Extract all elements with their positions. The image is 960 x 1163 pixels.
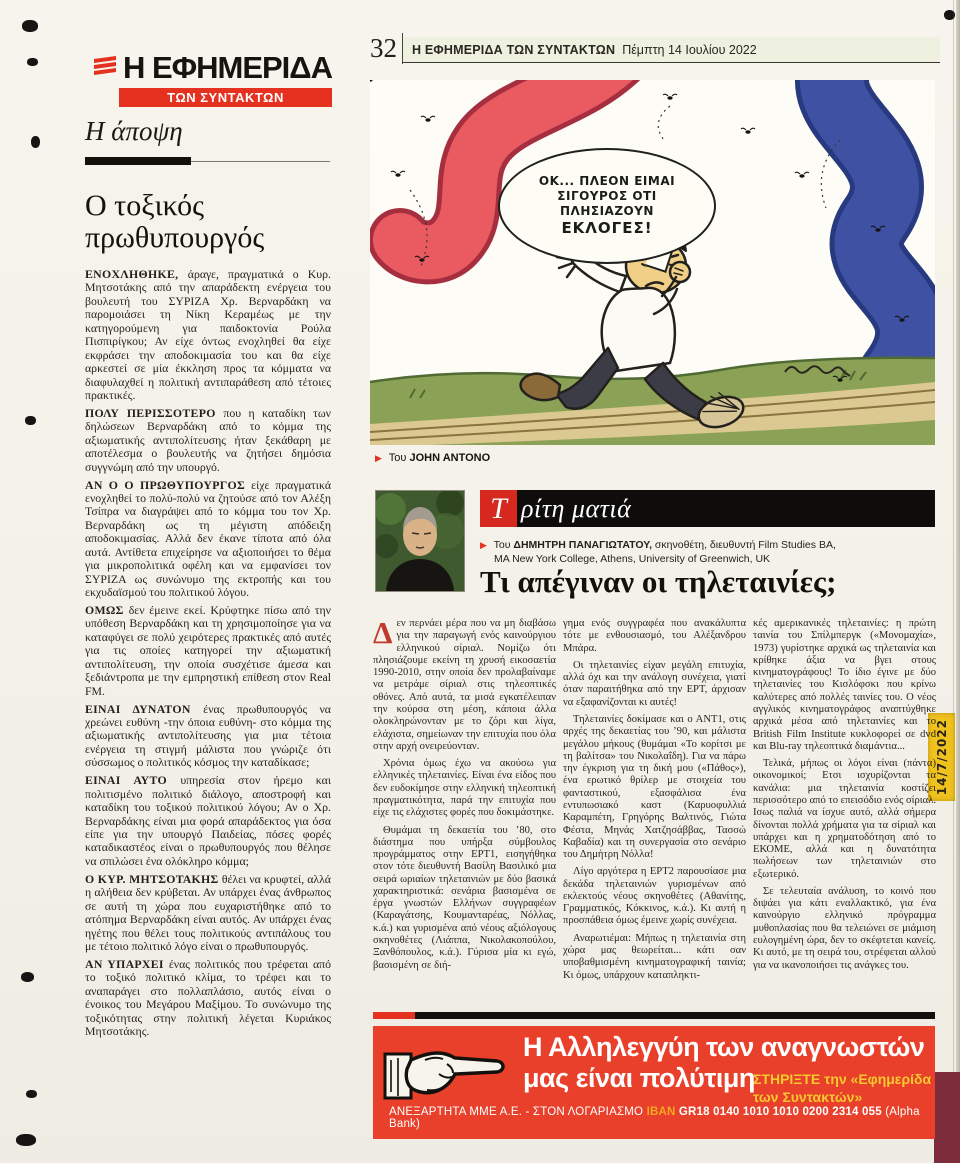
feature-paragraph: Τελικά, μήπως οι λόγοι είναι (πάντα) οικονομικοί; Ετσι ισχυρίζονται τα κανάλια: μια τηλεταινία κοστίζει περισσότερο από το επεισόδιο ενός σίριαλ. Ισως παλιά να ίσχυε αυτό, αλλά σήμερα δίνονται πολλά χρήματα για τα σίριαλ και υπάρχει και η χρηματοδότηση από το ΕΚΟΜΕ, αλλά και η δυνατότητα πωλήσεων των τηλεταινιών στο εξωτερικό. (753, 758, 936, 880)
scan-artifact (27, 58, 38, 66)
arrow-bullet-icon: ▶ (480, 540, 487, 550)
masthead-title: Η ΕΦΗΜΕΡΙΔΑ ΤΩΝ ΣΥΝΤΑΚΤΩΝ (412, 42, 616, 57)
byline-role: σκηνοθέτη, διευθυντή Film Studies BA, (652, 539, 836, 551)
feature-column-3 (753, 618, 936, 1016)
page-number: 32 (370, 33, 397, 63)
ad-headline-line2: μας είναι πολύτιμη (523, 1063, 755, 1093)
bubble-line: ΣΙΓΟΥΡΟΣ ΟΤΙ (557, 189, 657, 204)
scan-artifact (22, 20, 38, 32)
feature-column-2 (563, 618, 746, 1016)
arrow-bullet-icon: ▶ (375, 453, 382, 463)
feature-paragraph: Χρόνια όμως έχω να ακούσω για ελληνικές τηλεταινίες. Είναι ένα είδος που δεν ευδοκίμησε στην ελληνική τηλεοπτική πραγματικότητα, παρά την επιτυχία που είχε τις ελάχιστες φορές που δοκιμάστηκε. (373, 758, 556, 819)
feature-paragraph: γημα ενός συγγραφέα που ανακάλυπτα τότε με ενθουσιασμό, του Αλέξανδρου Μπάρα. (563, 618, 746, 654)
ad-bank: (Alpha Bank) (389, 1106, 920, 1130)
feature-paragraph: Αναρωτιέμαι: Μήπως η τηλεταινία στη χώρα μας θεωρείται... κάτι σαν υποβαθμισμένη κινηματογραφική ταινία; Κι όμως, υπάρχουν καταπληκτι- (563, 932, 746, 981)
house-ad (373, 1026, 935, 1139)
opinion-paragraph: ΕΝΟΧΛΗΘΗΚΕ, άραγε, πραγματικά ο Κυρ. Μητσοτάκης από την απαράδεκτη ενέργεια του βουλευτή του ΣΥΡΙΖΑ Χρ. Βερναρδάκη να παρομοιάσει τη Νίκη Κεραμέως με την κατηγορούμενη για παιδοκτονία Ρούλα Πισπιρίγκου; Αν είχε όντως ενοχληθεί θα είχε εκφράσει την αποδοκιμασία του και θα είχε αρκεστεί σε μία έκκληση προς τα κόμματα να διαφυλαχθεί η πολιτική αντιπαράθεση από τέτοιες πρακτικές. (85, 268, 331, 402)
feature-paragraph: Τηλεταινίες δοκίμασε και ο ΑΝΤ1, στις αρχές της δεκαετίας του ’90, και μάλιστα μεγάλου μήκους (θυμάμαι «Το κορίτσι με τη βαλίτσα» του Νικολαΐδη). Για να πάρω την έγκριση για τη δική μου («Πάθος»), ένα ερωτικό θρίλερ με στοιχεία του φανταστικού, εξασφάλισα ένα εντυπωσιακό καστ (Καρυοφυλλιά Καραμπέτη, Γρηγόρης Βαλτινός, Γιώτα Φέστα, Μηνάς Χατζησάββας, Τασσώ Καβαδία) και τη συνεργασία στο σενάριο του Δημήτρη Νόλλα! (563, 713, 746, 861)
byline-name: ΔΗΜΗΤΡΗ ΠΑΝΑΓΙΩΤΑΤΟΥ, (513, 539, 652, 551)
ad-footer (389, 1106, 935, 1130)
feature-paragraph: Θυμάμαι τη δεκαετία του ’80, στο διάστημα που υπήρξα σύμβουλος προγράμματος στην ΕΡΤ1, εισηγήθηκα στον τότε διευθυντή Βασίλη Βασιλικό μια σειρά ωριαίων τηλεταινιών με δύο βασικά χαρακτηριστικά: σενάρια βασισμένα σε έργα γνωστών Ελλήνων συγγραφέων (Καραγάτσης, Κουμανταρέας, Νόλλας, κ.ά.) και γυρισμένα από νέους αξιόλογους σκηνοθέτες (Λιάππα, Νικολακοπούλου, Ξανθόπουλος, κ.ά.). Γύρισα μία κι εγώ, βασισμένη σε διή- (373, 824, 556, 971)
masthead-date: Πέμπτη 14 Ιουλίου 2022 (622, 42, 757, 57)
section-divider-bar (373, 1012, 935, 1019)
ad-footer-text: ΑΝΕΞΑΡΤΗΤΑ ΜΜΕ Α.Ε. - ΣΤΟΝ ΛΟΓΑΡΙΑΣΜΟ (389, 1106, 647, 1118)
opinion-paragraph: ΕΙΝΑΙ ΑΥΤΟ υπηρεσία στον ήρεμο και πολιτισμένο πολιτικό διάλογο, αποστροφή και καταδίκη του τοξικού πολιτικού λόγου; Αν ο Χρ. Βερναρδάκης είναι μια φορά απαράδεκτος για όσα είπε για την υπουργό Παιδείας, πόσες φορές καταδικαστέος είναι ο πρωθυπουργός που θέλησε να σπιλώσει ένα ολόκληρο κόμμα; (85, 773, 331, 868)
feature-paragraph: Σε τελευταία ανάλυση, το κοινό που διψάει για κάτι εναλλακτικό, για ένα καινούργιο ελληνικό πρόγραμμα μυθοπλασίας που θα τελειώνει σε μιάμιση ευλογημένη ώρα, δεν το σκέφτεται κανείς. Κι αυτό, με τη σειρά του, στρέφεται αλλού για να ικανοποιήσει τις ανάγκες του. (753, 885, 936, 971)
ad-iban-number: GR18 0140 1010 1010 0200 2314 055 (675, 1106, 886, 1118)
page-edge (956, 0, 960, 1163)
speech-bubble (498, 148, 716, 264)
feature-paragraph: Λίγο αργότερα η ΕΡΤ2 παρουσίασε μια δεκάδα τηλεταινιών γυρισμένων από εκλεκτούς νέους σκηνοθέτες (Αθανίτης, Γραμματικός, Κόκκινος, κ.ά.). Κι αυτή η προσπάθεια όμως έμεινε χωρίς συνέχεια. (563, 866, 746, 927)
newspaper-logo (92, 50, 342, 107)
feature-title: Τι απέγιναν οι τηλεταινίες; (480, 564, 837, 599)
drop-cap: Δ (373, 618, 393, 650)
opinion-rule-bar (85, 157, 191, 165)
section-name: ρίτη ματιά (521, 493, 632, 523)
opinion-paragraph: ΠΟΛΥ ΠΕΡΙΣΣΟΤΕΡΟ που η καταδίκη των δηλώσεων Βερναρδάκη από το κόμμα της αξιωματικής αντιπολίτευσης ήταν ξεκάθαρη με αποτέλεσμα ο βουλευτής να ζητήσει δημόσια συγγνώμη από την υπουργό. (85, 405, 331, 474)
ad-support-text (753, 1070, 933, 1106)
ad-iban-label: ΙΒΑΝ (646, 1106, 676, 1118)
opinion-paragraph: ΑΝ ΥΠΑΡΧΕΙ ένας πολιτικός που τρέφεται από το τοξικό πολιτικό κλίμα, το τρέφει και το αναπαράγει στο πολλαπλάσιο, αυτός είναι ο ένοικος του Μεγάρου Μαξίμου. Το συνώνυμο της τοξικότητας στην πολιτική λέγεται Κυριάκος Μητσοτάκης. (85, 956, 331, 1039)
bubble-line: ΠΛΗΣΙΑΖΟΥΝ (560, 204, 654, 219)
scan-artifact (31, 136, 40, 148)
sticky-date-text: 14/7/2022 (934, 718, 949, 796)
byline-line2: MA New York College, Athens, University of Greenwich, UK (494, 553, 771, 566)
credit-name: JOHN ANTONO (409, 452, 491, 464)
section-initial: Τ (480, 490, 517, 527)
scan-edge-bleed (934, 1072, 960, 1163)
opinion-body (85, 268, 331, 1126)
scan-artifact (25, 416, 36, 425)
ad-support-line2: των Συντακτών» (753, 1089, 863, 1106)
ad-support-line1: ΣΤΗΡΙΞΤΕ την «Εφημερίδα (753, 1071, 932, 1087)
page-edge-line (953, 0, 954, 1163)
logo-subtitle: ΤΩΝ ΣΥΝΤΑΚΤΩΝ (119, 88, 332, 107)
scan-artifact (26, 1090, 37, 1098)
opinion-paragraph: Ο ΚΥΡ. ΜΗΤΣΟΤΑΚΗΣ θέλει να κρυφτεί, αλλά η αλήθεια δεν κρύβεται. Αν υπάρχει ένας άνθρωπος σε αυτή τη χώρα που ευχαριστήθηκε από το ατόπημα Βερναρδάκη είναι αυτός. Αν υπάρχει ένας ηγέτης που θέλει τους πολιτικούς αντιπάλους του με τέτοιο πολιτικό λόγο είναι ο πρωθυπουργός. (85, 871, 331, 953)
credit-prefix: Του (388, 452, 407, 464)
editorial-cartoon (370, 80, 935, 445)
bubble-line: ΟΚ... ΠΛΕΟΝ ΕΙΜΑΙ (538, 174, 676, 189)
feature-paragraph: Δεν περνάει μέρα που να μη διαβάσω για την παραγωγή ενός καινούργιου ελληνικού σίριαλ. Νομίζω ότι πλησιάζουμε εκείνη τη χρυσή εικοσαετία 1990-2010, στην οποία δεν προλαβαίναμε να μετράμε σίριαλ στις τηλεοπτικές οθόνες. Από αυτά, τα μισά εγκατέλειπαν την κούρσα στη μέση, κάποια άλλα ολοκληρώνονταν με το ζόρι και λίγα, ελάχιστα, σημείωναν την επιτυχία που όλα στην αρχή ονειρεύονταν. (373, 618, 556, 752)
scan-artifact (16, 1134, 36, 1146)
feature-byline (480, 538, 930, 566)
opinion-section-label: Η άποψη (85, 116, 183, 146)
feature-paragraph: Οι τηλεταινίες είχαν μεγάλη επιτυχία, αλλά όχι και την ανάλογη συνέχεια, γιατί όταν παραιτήθηκα από την ΕΡΤ, άρχισαν να εξαφανίζονται κι αυτές! (563, 659, 746, 708)
logo-title: Η ΕΦΗΜΕΡΙΔΑ (123, 50, 332, 85)
opinion-title: Ο τοξικός πρωθυπουργός (85, 189, 265, 254)
opinion-paragraph: ΕΙΝΑΙ ΔΥΝΑΤΟΝ ένας πρωθυπουργός να χρεώνει ευθύνη -την όποια ευθύνη- στο κόμμα της αξιωματικής αντιπολίτευσης για μια τέτοια ενέργεια τη στιγμή μάλιστα που γνώριζε ότι σύσσωμος ο πολιτικός κόσμος την καταδίκασε; (85, 701, 331, 770)
section-banner (480, 490, 935, 527)
opinion-paragraph: ΟΜΩΣ δεν έμεινε εκεί. Κρύφτηκε πίσω από την υπόθεση Βερναρδάκη και τη χρησιμοποίησε για να καταφύγει σε πολύ χειρότερες πρακτικές από αυτές για τις οποίες κατηγορεί την αξιωματική αντιπολίτευση, την οποία συσχέτισε άμεσα και ξεδιάντροπα με την εμπρηστική επίθεση στον Real FM. (85, 603, 331, 698)
feature-column-1 (373, 618, 556, 1016)
byline-prefix: Του (493, 539, 514, 551)
author-photo (375, 490, 465, 592)
masthead-band (403, 37, 940, 63)
cartoon-credit (375, 452, 490, 464)
scan-artifact (21, 972, 34, 982)
feature-paragraph: κές αμερικανικές τηλεταινίες: η πρώτη ταινία του Σπίλμπεργκ («Μονομαχία», 1973) γυρίστηκε αρχικά ως τηλεταινία και κρίθηκε άξια να βγει στους κινηματογράφους! Το ίδιο έγινε με δύο τηλεταινίες του Κισλόφσκι που κρίνω καλύτερες από πολλές ταινίες του. Ο νέος αγγλικός κινηματογράφος αναπτύχθηκε αρχικά μέσα από τηλεταινίες και το British Film Institute κυκλοφορεί σε dvd και Blu-ray τηλεοπτικά διαμάντια... (753, 618, 936, 752)
ad-headline-line1: Η Αλληλεγγύη των αναγνωστών (523, 1032, 925, 1062)
flag-stripes-icon (92, 56, 118, 81)
opinion-paragraph: ΑΝ Ο Ο ΠΡΩΘΥΠΟΥΡΓΟΣ είχε πραγματικά ενοχληθεί το πολύ-πολύ να ζητούσε από τον Αλέξη Τσίπρα να διαγράψει από το κόμμα του τον Χρ. Βερναρδάκη ως τη μέγιστη απόδειξη αποδοκιμασίας. Αλλά δεν έκανε τίποτα από όλα αυτά. Αντίθετα επιχείρησε να αξιοποιήσει το θέμα για μικροπολιτικά οφέλη και να εμφανίσει τον ΣΥΡΙΖΑ ως συνώνυμο της εκτροπής και του εκχυδαϊσμού του πολιτικού λόγου. (85, 477, 331, 600)
bubble-line: ΕΚΛΟΓΕΣ! (561, 219, 653, 238)
